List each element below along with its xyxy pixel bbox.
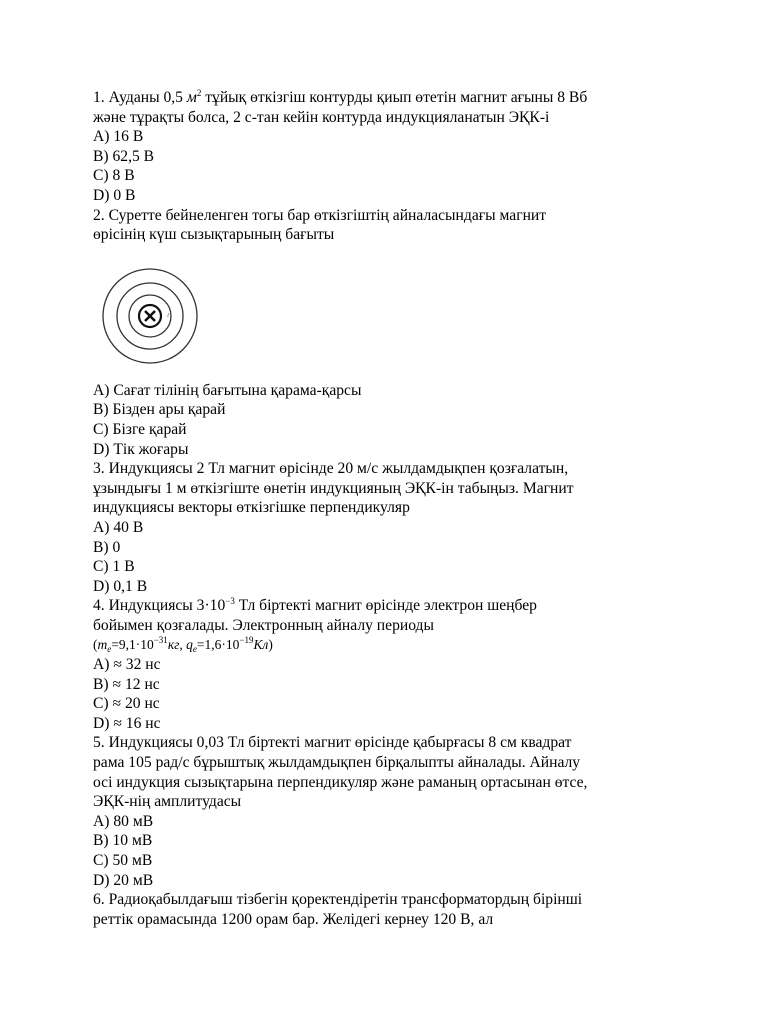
question-4-stem-line-2: бойымен қозғалады. Электронның айналу периоды (93, 616, 434, 634)
mass-value: =9,1·10 (111, 637, 154, 653)
question-4-option-b: B) ≈ 12 нс (93, 675, 160, 693)
question-6-stem-line-2: реттік орамасында 1200 орам бар. Желідегі кернеу 120 В, ал (93, 910, 494, 928)
charge-symbol: q (186, 637, 193, 653)
question-3-option-b: B) 0 (93, 538, 121, 556)
question-5-stem-line-2: рама 105 рад/с бұрыштық жылдамдықпен бірқалыпты айналады. Айналу (93, 754, 581, 772)
mass-subscript: e (107, 644, 112, 655)
question-2-option-d: D) Тік жоғары (93, 440, 189, 458)
question-3-stem-line-3: индукциясы векторы өткізгішке перпендикуляр (93, 499, 410, 517)
question-1-stem-line-2: және тұрақты болса, 2 с-тан кейін контурда индукцияланатын ЭҚК-і (93, 108, 550, 126)
question-1-text: 1. Ауданы 0,5 (93, 89, 187, 106)
area-unit-exponent: 2 (196, 88, 202, 98)
formula-open-paren: ( (93, 637, 98, 653)
current-label: I (167, 312, 169, 319)
question-1-option-b: B) 62,5 В (93, 147, 155, 165)
magnetic-field-figure (93, 245, 683, 381)
question-4 (93, 596, 683, 733)
question-1-stem-line-1 (93, 88, 683, 108)
question-2-option-b: B) Бізден ары қарай (93, 401, 226, 419)
induction-exponent: −3 (225, 596, 235, 607)
question-1 (93, 88, 683, 206)
charge-unit: Кл (253, 637, 269, 653)
question-2-stem-line-1: 2. Суретте бейнеленген тогы бар өткізгіштің айналасындағы магнит (93, 206, 547, 224)
question-2-option-c: C) Бізге қарай (93, 420, 187, 438)
electron-constants-formula (93, 635, 683, 655)
current-into-page-icon (139, 305, 161, 327)
question-5-option-c: C) 50 мВ (93, 852, 153, 869)
area-unit: м (186, 89, 197, 106)
question-5-stem-line-1: 5. Индукциясы 0,03 Тл біртекті магнит өрісінде қабырғасы 8 см квадрат (93, 734, 572, 752)
question-4-text-cont: Тл біртекті магнит өрісінде электрон шеңбер (234, 597, 537, 615)
question-4-option-a: A) ≈ 32 нс (93, 656, 161, 674)
question-5 (93, 733, 683, 890)
mass-symbol: m (97, 637, 108, 653)
question-2-option-a: A) Сағат тілінің бағытына қарама-қарсы (93, 381, 362, 399)
question-4-option-c: C) ≈ 20 нс (93, 695, 160, 713)
question-1-option-d: D) 0 В (93, 186, 136, 204)
question-5-stem-line-3: осі индукция сызықтарына перпендикуляр және раманың ортасынан өтсе, (93, 773, 588, 791)
mass-unit: кг (167, 637, 180, 653)
question-4-text: 4. Индукциясы 3·10 (93, 597, 226, 615)
question-2-stem-line-2: өрісінің күш сызықтарының бағыты (93, 226, 335, 244)
question-3-option-a: A) 40 В (93, 518, 144, 536)
charge-value: =1,6·10 (196, 637, 240, 653)
question-3-option-c: C) 1 В (93, 558, 135, 576)
question-3-stem-line-2: ұзындығы 1 м өткізгіште өнетін индукцияның ЭҚК-ін табыңыз. Магнит (93, 479, 574, 497)
question-1-text-cont: тұйық өткізгіш контурды қиып өтетін магнит ағыны 8 Вб (201, 89, 588, 106)
question-4-option-d: D) ≈ 16 нс (93, 714, 161, 732)
formula-separator: , (179, 637, 187, 653)
question-5-option-a: A) 80 мВ (93, 812, 154, 830)
charge-exponent: −19 (239, 635, 254, 646)
question-4-stem-line-1 (93, 596, 683, 616)
mass-exponent: −31 (153, 635, 168, 646)
formula-close-paren: ) (268, 637, 273, 653)
question-6-stem-line-1: 6. Радиоқабылдағыш тізбегін қоректендіретін трансформатордың бірінші (93, 891, 583, 909)
question-3-stem-line-1: 3. Индукциясы 2 Тл магнит өрісінде 20 м/с жылдамдықпен қозғалатын, (93, 460, 569, 478)
question-3 (93, 459, 683, 596)
question-5-stem-line-4: ЭҚК-нің амплитудасы (93, 793, 242, 811)
document-body (93, 88, 683, 929)
question-3-option-d: D) 0,1 В (93, 577, 148, 595)
question-6 (93, 890, 683, 929)
question-1-option-a: A) 16 В (93, 128, 144, 146)
question-5-option-b: B) 10 мВ (93, 832, 153, 850)
question-5-option-d: D) 20 мВ (93, 871, 154, 889)
charge-subscript: e (192, 644, 197, 655)
question-1-option-c: C) 8 В (93, 167, 135, 185)
concentric-field-lines-icon (100, 266, 200, 366)
question-2 (93, 206, 683, 460)
